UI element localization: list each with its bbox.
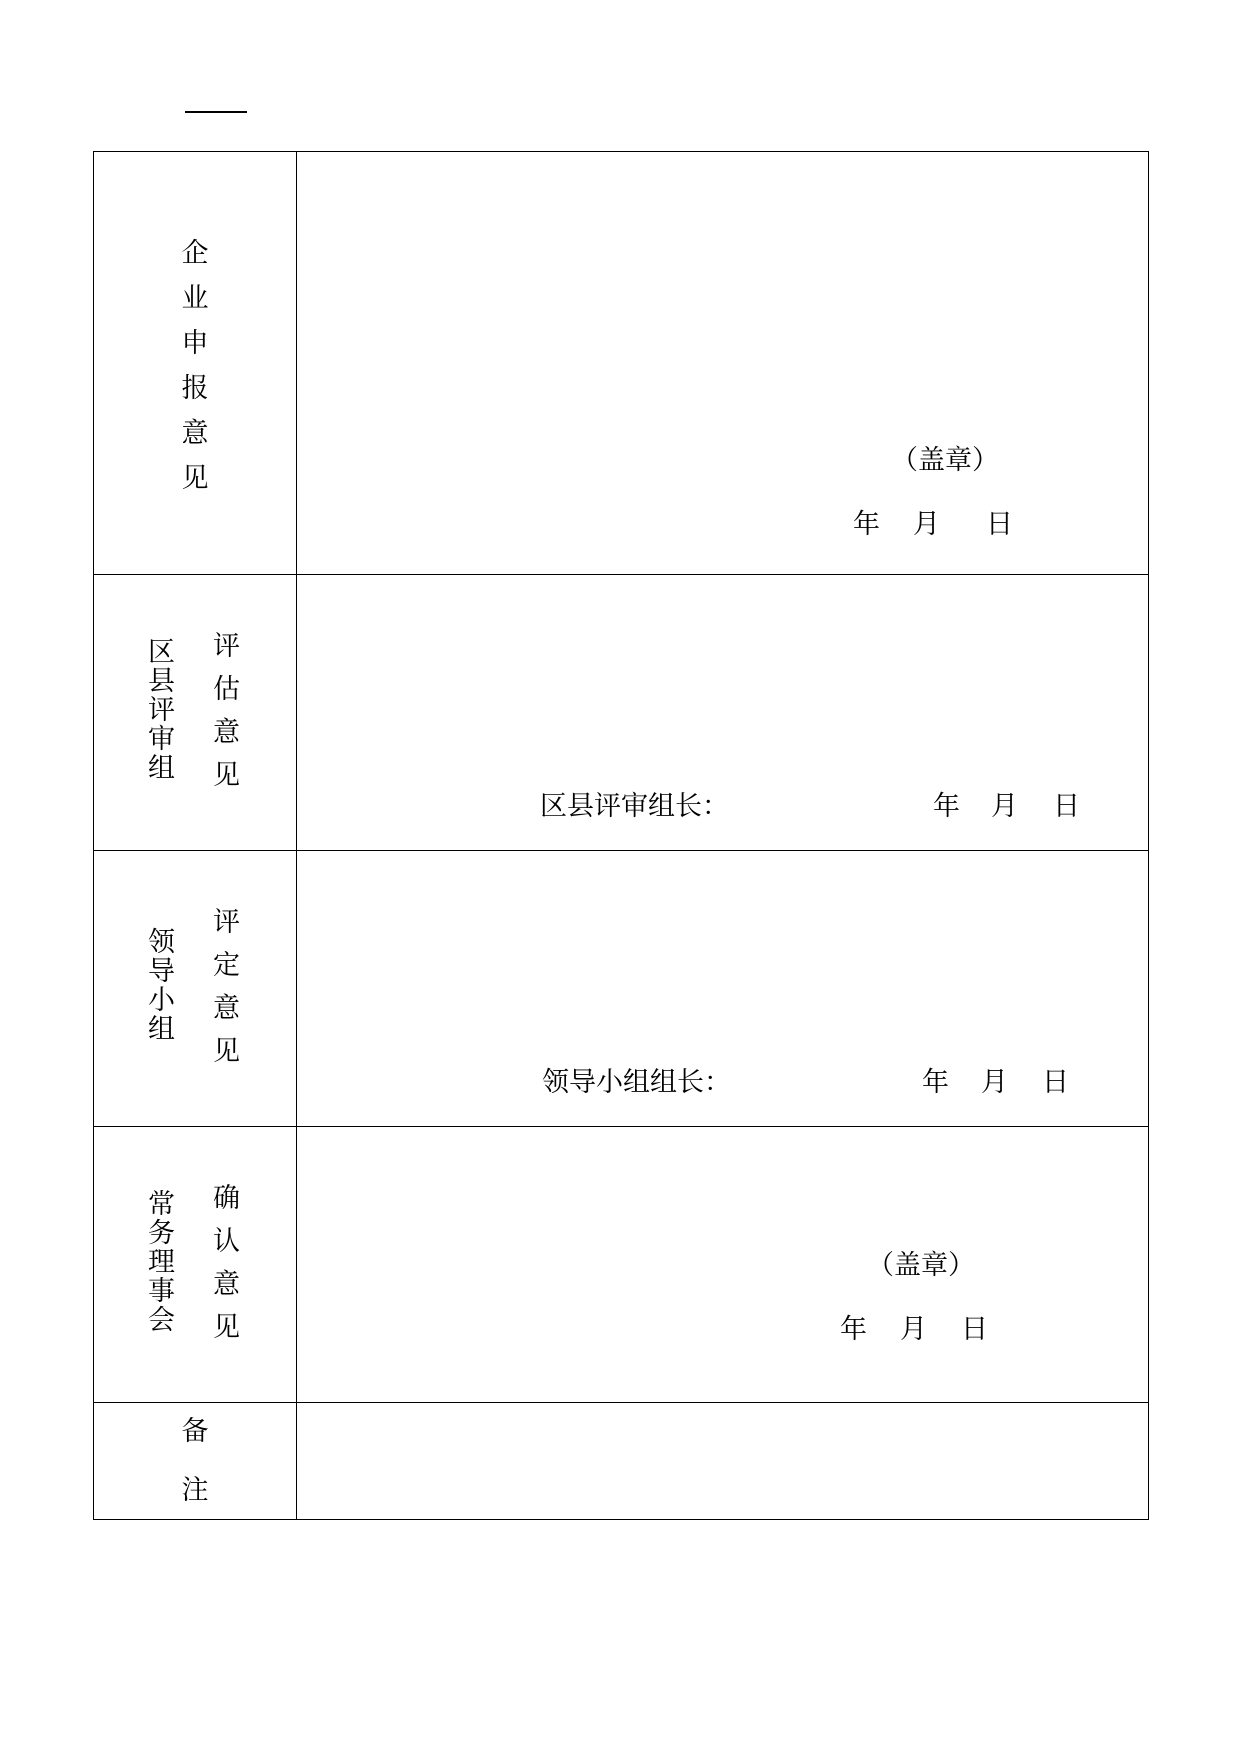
label-cell-leading-group xyxy=(94,851,297,1127)
month-label: 月 xyxy=(991,791,1018,822)
label-cell-remarks xyxy=(94,1403,297,1520)
district-review-group-label: 区 县 评 审 组 xyxy=(148,637,175,784)
row-leading-group-opinion xyxy=(94,851,1149,1127)
month-label: 月 xyxy=(981,1067,1008,1098)
confirmation-opinion-label: 确 认 意 见 xyxy=(213,1183,240,1343)
remarks-field[interactable] xyxy=(297,1403,1149,1520)
district-leader-signature-label: 区县评审组长： xyxy=(540,791,729,822)
evaluation-opinion-label: 评 定 意 见 xyxy=(213,907,240,1067)
enterprise-opinion-label: 企 业 申 报 意 见 xyxy=(181,238,209,494)
year-label: 年 xyxy=(922,1067,949,1098)
remarks-label: 备 注 xyxy=(181,1416,209,1506)
top-underline xyxy=(185,111,247,113)
standing-council-label: 常 务 理 事 会 xyxy=(148,1189,175,1336)
label-cell-standing-council xyxy=(94,1127,297,1403)
year-label: 年 xyxy=(840,1314,867,1345)
year-label: 年 xyxy=(933,791,960,822)
label-cell-district xyxy=(94,575,297,851)
row-standing-council-opinion xyxy=(94,1127,1149,1403)
year-label: 年 xyxy=(853,509,880,540)
month-label: 月 xyxy=(913,509,940,540)
assessment-opinion-label: 评 估 意 见 xyxy=(213,631,240,791)
row-district-opinion xyxy=(94,575,1149,851)
leading-group-label: 领 导 小 组 xyxy=(148,927,175,1045)
day-label: 日 xyxy=(1042,1067,1069,1098)
day-label: 日 xyxy=(1053,791,1080,822)
leading-group-leader-signature-label: 领导小组组长： xyxy=(542,1067,731,1098)
approval-form-table xyxy=(93,151,1149,1520)
leading-group-opinion-field[interactable] xyxy=(297,851,1149,1127)
day-label: 日 xyxy=(986,509,1013,540)
month-label: 月 xyxy=(900,1314,927,1345)
seal-note: （盖章） xyxy=(867,1250,975,1281)
row-remarks xyxy=(94,1403,1149,1520)
enterprise-opinion-field[interactable] xyxy=(297,152,1149,575)
seal-note: （盖章） xyxy=(891,445,999,476)
row-enterprise-opinion xyxy=(94,152,1149,575)
standing-council-opinion-field[interactable] xyxy=(297,1127,1149,1403)
label-cell-enterprise xyxy=(94,152,297,575)
district-opinion-field[interactable] xyxy=(297,575,1149,851)
day-label: 日 xyxy=(961,1314,988,1345)
